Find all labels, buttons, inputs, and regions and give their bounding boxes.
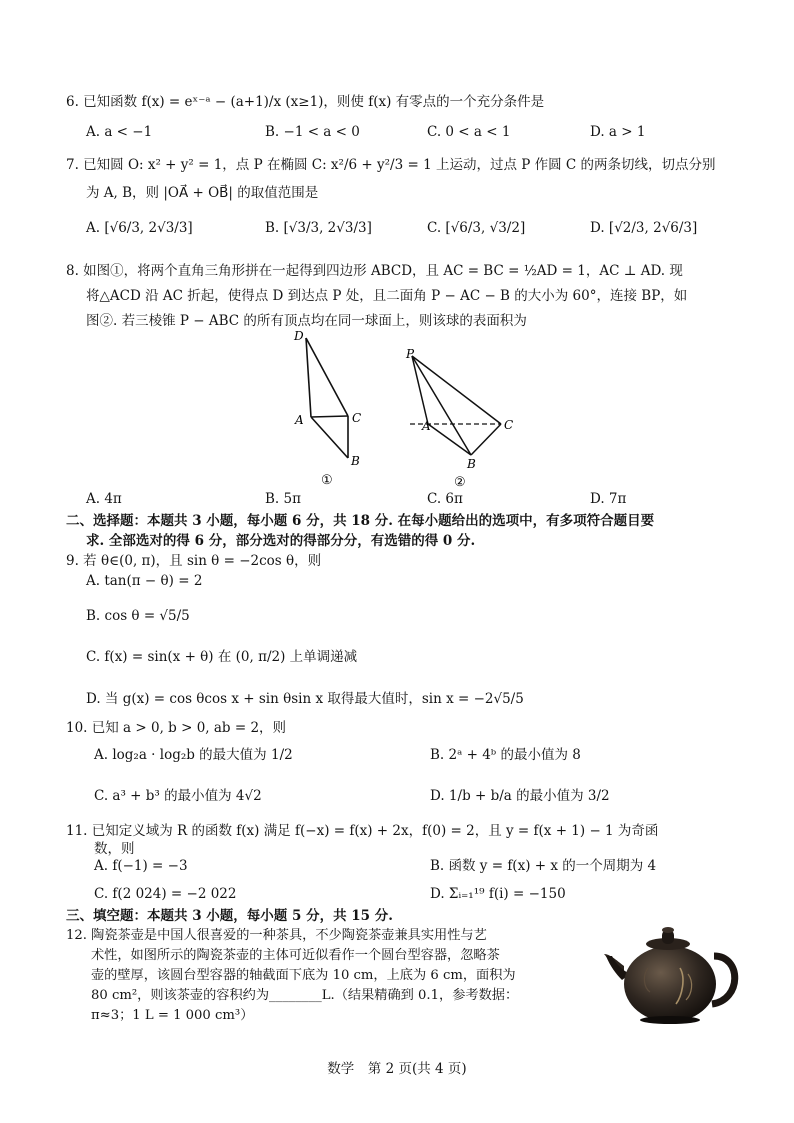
- q8-stem-line2: 将△ACD 沿 AC 折起，使得点 D 到达点 P 处，且二面角 P − AC − B 的大小为 60°，连接 BP，如: [86, 288, 688, 304]
- page-footer: 数学 第 2 页(共 4 页): [327, 1061, 467, 1077]
- fig2-caption: ②: [454, 475, 466, 490]
- q12-line3: 壶的壁厚，该圆台型容器的轴截面下底为 10 cm，上底为 6 cm，面积为: [91, 968, 516, 983]
- figure-1: [280, 328, 390, 488]
- fig1-label-c: C: [352, 411, 362, 425]
- fig1-label-a: A: [295, 413, 304, 427]
- q9-option-b: B. cos θ = √5/5: [86, 608, 190, 624]
- q10-option-d: D. 1/b + b/a 的最小值为 3/2: [430, 788, 610, 804]
- q12-line2: 术性，如图所示的陶瓷茶壶的主体可近似看作一个圆台型容器，忽略茶: [91, 948, 500, 963]
- q10-option-c: C. a³ + b³ 的最小值为 4√2: [94, 788, 262, 804]
- q6-option-b: B. −1 < a < 0: [265, 124, 360, 140]
- q9-option-a: A. tan(π − θ) = 2: [86, 573, 203, 589]
- q6-option-d: D. a > 1: [590, 124, 646, 140]
- q11-option-c: C. f(2 024) = −2 022: [94, 886, 237, 902]
- q8-option-b: B. 5π: [265, 491, 301, 507]
- q12-line5: π≈3；1 L = 1 000 cm³）: [91, 1008, 254, 1023]
- q7-option-d: D. [√2/3, 2√6/3]: [590, 220, 698, 236]
- q10-option-b: B. 2ᵃ + 4ᵇ 的最小值为 8: [430, 747, 581, 763]
- q10-option-a: A. log₂a · log₂b 的最大值为 1/2: [94, 747, 293, 763]
- q11-stem-line2: 数，则: [94, 841, 135, 857]
- q10-stem: 10. 已知 a > 0, b > 0, ab = 2，则: [66, 720, 287, 736]
- q11-option-b: B. 函数 y = f(x) + x 的一个周期为 4: [430, 858, 657, 874]
- q8-option-d: D. 7π: [590, 491, 627, 507]
- q6-option-c: C. 0 < a < 1: [427, 124, 511, 140]
- fig2-label-b: B: [467, 457, 476, 471]
- q12-line1: 12. 陶瓷茶壶是中国人很喜爱的一种茶具，不少陶瓷茶壶兼具实用性与艺: [66, 928, 487, 943]
- fig1-label-d: D: [294, 329, 304, 343]
- q7-stem-line1: 7. 已知圆 O: x² + y² = 1，点 P 在椭圆 C: x²/6 + y²/3 = 1 上运动，过点 P 作圆 C 的两条切线，切点分别: [66, 157, 716, 173]
- section2-heading-line2: 求. 全部选对的得 6 分，部分选对的得部分分，有选错的得 0 分.: [86, 533, 476, 549]
- q8-stem-line1: 8. 如图①，将两个直角三角形拼在一起得到四边形 ABCD，且 AC = BC = ½AD = 1，AC ⊥ AD. 现: [66, 263, 683, 279]
- q7-option-c: C. [√6/3, √3/2]: [427, 220, 526, 236]
- fig2-label-p: P: [406, 347, 415, 361]
- q7-stem-line2: 为 A, B，则 |OA⃗ + OB⃗| 的取值范围是: [86, 185, 319, 201]
- q12-line4: 80 cm²，则该茶壶的容积约为________L.（结果精确到 0.1，参考数据：: [91, 988, 519, 1003]
- q6-option-a: A. a < −1: [86, 124, 153, 140]
- q9-option-c: C. f(x) = sin(x + θ) 在 (0, π/2) 上单调递减: [86, 649, 358, 665]
- q11-option-d: D. Σᵢ₌₁¹⁹ f(i) = −150: [430, 886, 566, 902]
- q11-option-a: A. f(−1) = −3: [94, 858, 188, 874]
- fig1-label-b: B: [351, 454, 360, 468]
- q7-option-b: B. [√3/3, 2√3/3]: [265, 220, 372, 236]
- section2-heading-line1: 二、选择题：本题共 3 小题，每小题 6 分，共 18 分. 在每小题给出的选项中，有多项符合题目要: [66, 513, 655, 529]
- q8-option-c: C. 6π: [427, 491, 463, 507]
- q7-option-a: A. [√6/3, 2√3/3]: [86, 220, 193, 236]
- figure-2: [398, 340, 528, 495]
- q8-stem-line3: 图②. 若三棱锥 P − ABC 的所有顶点均在同一球面上，则该球的表面积为: [86, 313, 527, 329]
- q9-stem: 9. 若 θ∈(0, π)，且 sin θ = −2cos θ，则: [66, 553, 322, 569]
- q11-stem-line1: 11. 已知定义域为 R 的函数 f(x) 满足 f(−x) = f(x) + 2x，f(0) = 2，且 y = f(x + 1) − 1 为奇函: [66, 823, 659, 839]
- fig1-caption: ①: [321, 473, 333, 488]
- teapot-image: [602, 918, 742, 1028]
- fig2-label-c: C: [504, 418, 514, 432]
- q6-stem: 6. 已知函数 f(x) = eˣ⁻ᵃ − (a+1)/x (x≥1)，则使 f(x) 有零点的一个充分条件是: [66, 94, 545, 110]
- q8-option-a: A. 4π: [86, 491, 122, 507]
- q9-option-d: D. 当 g(x) = cos θcos x + sin θsin x 取得最大值时，sin x = −2√5/5: [86, 691, 524, 707]
- section3-heading: 三、填空题：本题共 3 小题，每小题 5 分，共 15 分.: [66, 908, 393, 924]
- fig2-label-a: A: [422, 419, 431, 433]
